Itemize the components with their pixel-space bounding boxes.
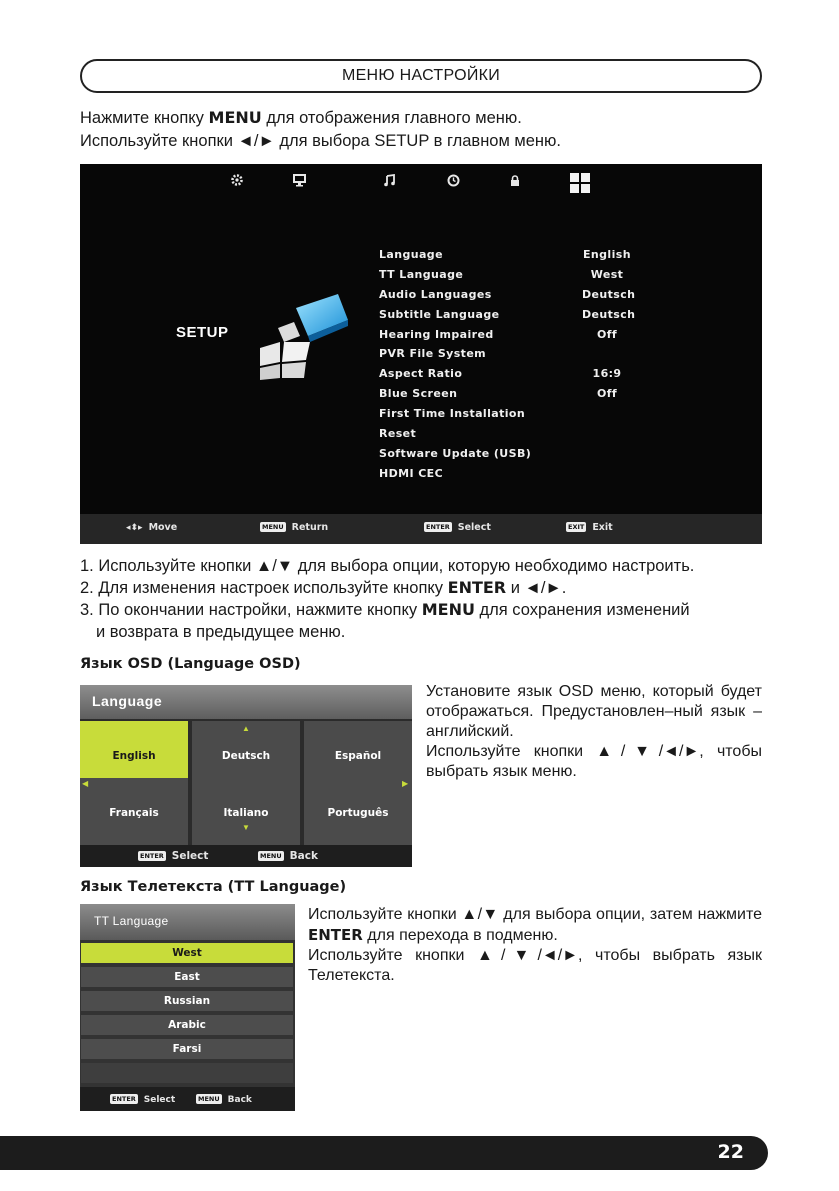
language-osd-panel xyxy=(80,685,412,867)
menu-key-label: MENU xyxy=(421,600,475,619)
tt-option-empty xyxy=(81,1063,293,1083)
tt-text: для перехода в подменю. xyxy=(362,927,558,944)
step-text: и ◄/►. xyxy=(506,579,567,597)
intro-line-2: Используйте кнопки ◄/► для выбора SETUP в главном меню. xyxy=(80,132,561,150)
hint-move-label: Move xyxy=(148,522,178,533)
menu-item-value: English xyxy=(583,248,631,261)
hint-back xyxy=(258,850,318,862)
osd-section-title: Язык OSD (Language OSD) xyxy=(80,656,301,672)
music-icon[interactable] xyxy=(378,172,400,194)
enter-key-icon: ENTER xyxy=(140,852,164,860)
step-3-continued: и возврата в предыдущее меню. xyxy=(96,623,346,641)
menu-key-icon: MENU xyxy=(260,852,282,860)
language-panel-footer xyxy=(80,845,412,867)
tt-text: Используйте кнопки ▲/▼ для выбора опции, затем нажмите xyxy=(308,906,762,923)
hint-select xyxy=(424,522,491,533)
osd-description-2: Используйте кнопки ▲/▼/◄/►, чтобы выбрать язык меню. xyxy=(426,743,762,780)
lock-icon[interactable] xyxy=(504,172,526,194)
language-option-portugues[interactable]: Português xyxy=(304,778,412,848)
hint-select xyxy=(110,1094,175,1105)
menu-item-value: Deutsch xyxy=(582,287,636,301)
hint-return xyxy=(260,522,328,533)
menu-item-label: PVR File System xyxy=(379,347,487,361)
tt-option-farsi[interactable]: Farsi xyxy=(81,1039,293,1059)
menu-item-subtitle-language[interactable] xyxy=(379,308,649,328)
step-2 xyxy=(80,577,694,599)
intro-text: для отображения главного меню. xyxy=(261,109,522,127)
monitor-icon[interactable] xyxy=(288,172,310,194)
setup-cube-icon xyxy=(256,290,348,380)
step-text: 2. Для изменения настроек используйте кнопку xyxy=(80,579,448,597)
language-option-espanol[interactable]: Español xyxy=(304,721,412,791)
menu-item-pvr-file-system[interactable] xyxy=(379,347,649,367)
tt-option-arabic[interactable]: Arabic xyxy=(81,1015,293,1035)
hint-exit-label: Exit xyxy=(592,522,613,533)
tt-description xyxy=(308,905,762,986)
menu-item-label: Reset xyxy=(379,427,417,441)
setup-menu-list xyxy=(379,248,649,487)
hint-select-label: Select xyxy=(143,1095,176,1105)
tt-option-west[interactable]: West xyxy=(81,943,293,963)
arrow-left-icon: ◀ xyxy=(82,779,89,788)
hint-select-label: Select xyxy=(457,522,491,533)
top-menu-icons xyxy=(80,172,762,198)
osd-description-1: Установите язык OSD меню, который будет отображаться. Предустановлен–ный язык – английский. xyxy=(426,683,762,740)
tt-panel-header xyxy=(80,904,295,940)
menu-item-blue-screen[interactable] xyxy=(379,387,649,407)
hint-select-label: Select xyxy=(171,850,209,862)
menu-key-icon: MENU xyxy=(198,1095,220,1103)
menu-item-value: Off xyxy=(596,327,618,341)
tt-section-title: Язык Телетекста (TT Language) xyxy=(80,879,347,895)
tt-option-russian[interactable]: Russian xyxy=(81,991,293,1011)
dpad-icon: ◂⬍▸ xyxy=(126,523,143,533)
menu-item-reset[interactable] xyxy=(379,427,649,447)
menu-item-aspect-ratio[interactable] xyxy=(379,367,649,387)
step-3 xyxy=(80,599,694,621)
menu-item-label: HDMI CEC xyxy=(379,466,444,480)
menu-item-value: West xyxy=(590,267,624,281)
arrow-up-icon: ▲ xyxy=(242,724,250,733)
menu-item-tt-language[interactable] xyxy=(379,268,649,288)
menu-item-value: Deutsch xyxy=(582,307,636,321)
menu-item-value: 16:9 xyxy=(592,367,622,381)
language-panel-title: Language xyxy=(92,693,163,709)
menu-item-software-update[interactable] xyxy=(379,447,649,467)
instruction-steps xyxy=(80,555,694,643)
hint-back-label: Back xyxy=(227,1095,252,1105)
hint-exit xyxy=(566,522,613,533)
menu-item-label: TT Language xyxy=(379,267,464,281)
enter-key-icon: ENTER xyxy=(112,1095,136,1103)
step-text: для сохранения изменений xyxy=(474,601,690,619)
page-title: МЕНЮ НАСТРОЙКИ xyxy=(80,59,762,93)
arrow-right-icon: ▶ xyxy=(402,779,409,788)
page-number: 22 xyxy=(717,1141,744,1163)
page-footer-bar xyxy=(0,1136,768,1170)
menu-item-label: Hearing Impaired xyxy=(379,327,494,341)
clock-icon[interactable] xyxy=(442,172,464,194)
tt-panel-title: TT Language xyxy=(94,914,169,928)
menu-item-label: Audio Languages xyxy=(379,287,492,301)
arrow-down-icon: ▼ xyxy=(242,823,250,832)
hint-back-label: Back xyxy=(289,850,318,862)
language-option-italiano[interactable]: Italiano xyxy=(192,778,300,848)
hint-select xyxy=(138,850,208,862)
enter-key-icon: ENTER xyxy=(426,523,450,531)
menu-item-hdmi-cec[interactable] xyxy=(379,467,649,487)
step-text: 3. По окончании настройки, нажмите кнопку xyxy=(80,601,422,619)
tt-language-panel xyxy=(80,904,295,1111)
tt-description-2: Используйте кнопки ▲/▼/◄/►, чтобы выбрать язык Телетекста. xyxy=(308,947,762,984)
hint-return-label: Return xyxy=(291,522,329,533)
menu-item-label: First Time Installation xyxy=(379,407,526,421)
menu-key-icon: MENU xyxy=(262,523,284,531)
setup-label: SETUP xyxy=(176,324,229,341)
step-1: 1. Используйте кнопки ▲/▼ для выбора опции, которую необходимо настроить. xyxy=(80,557,695,575)
hint-back xyxy=(196,1094,252,1105)
intro-line-1 xyxy=(80,107,522,129)
language-option-english[interactable]: English xyxy=(80,721,188,791)
menu-item-hearing-impaired[interactable] xyxy=(379,328,649,348)
enter-key-label: ENTER xyxy=(308,926,363,944)
osd-description xyxy=(426,682,762,782)
menu-item-first-time-installation[interactable] xyxy=(379,407,649,427)
tt-description-1 xyxy=(308,905,762,946)
screen-hint-bar xyxy=(80,514,762,544)
setup-screen xyxy=(80,164,762,544)
intro-text: Нажмите кнопку xyxy=(80,109,209,127)
menu-item-value: Off xyxy=(596,387,618,401)
gear-icon[interactable] xyxy=(226,172,248,194)
menu-item-language[interactable] xyxy=(379,248,649,268)
menu-item-label: Software Update (USB) xyxy=(379,446,532,460)
hint-move xyxy=(126,522,177,533)
menu-item-label: Subtitle Language xyxy=(379,307,500,321)
language-option-francais[interactable]: Français xyxy=(80,778,188,848)
exit-key-icon: EXIT xyxy=(568,523,585,531)
tt-panel-footer xyxy=(80,1087,295,1111)
tt-option-east[interactable]: East xyxy=(81,967,293,987)
language-option-deutsch[interactable]: Deutsch xyxy=(192,721,300,791)
menu-item-label: Language xyxy=(379,248,443,261)
menu-item-label: Aspect Ratio xyxy=(379,367,463,381)
language-panel-header xyxy=(80,685,412,719)
menu-item-label: Blue Screen xyxy=(379,387,458,401)
enter-key-label: ENTER xyxy=(447,578,507,597)
menu-key-label: MENU xyxy=(208,108,262,127)
setup-grid-icon[interactable] xyxy=(569,172,591,194)
menu-item-audio-languages[interactable] xyxy=(379,288,649,308)
